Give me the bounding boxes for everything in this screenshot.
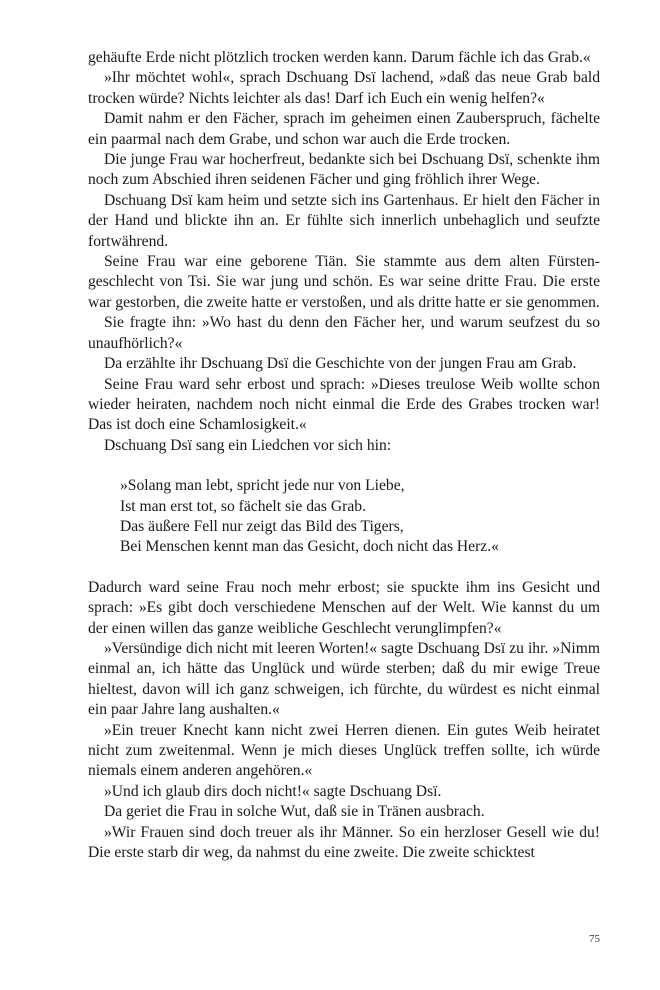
poem-verse	[120, 476, 600, 558]
paragraph: Dadurch ward seine Frau noch mehr erbost; sie spuckte ihm ins Gesicht und sprach: »Es gibt doch verschiedene Menschen auf der Welt. Wie kannst du um der einen willen das ganze weibliche Geschlecht verunglimpfen?«	[88, 578, 600, 637]
paragraph: Sie fragte ihn: »Wo hast du denn den Fächer her, und warum seufzest du so unaufhörlich?«	[88, 314, 600, 352]
paragraph: Da geriet die Frau in solche Wut, daß sie in Tränen ausbrach.	[104, 803, 485, 821]
verse-line: »Solang man lebt, spricht jede nur von Liebe,	[120, 477, 405, 495]
verse-line: Das äußere Fell nur zeigt das Bild des Tigers,	[120, 517, 404, 535]
verse-line: Bei Menschen kennt man das Gesicht, doch nicht das Herz.«	[120, 538, 499, 556]
paragraph: »Und ich glaub dirs doch nicht!« sagte Dschuang Dsï.	[104, 782, 442, 800]
paragraph: Seine Frau ward sehr erbost und sprach: »Dieses treulose Weib wollte schon wieder heiraten, nachdem noch nicht einmal die Erde des Grabes trocken war! Das ist doch eine Schamlosigkeit.«	[88, 375, 600, 434]
paragraph: Die junge Frau war hocherfreut, bedankte sich bei Dschuang Dsï, schenkte ihm noch zum Abschied ihren seidenen Fächer und ging fröhlich ihrer Wege.	[88, 151, 600, 189]
paragraph: Damit nahm er den Fächer, sprach im geheimen einen Zauberspruch, fächelte ein paarmal nach dem Grabe, und schon war auch die Erde trocken.	[88, 110, 600, 148]
page-number: 75	[589, 933, 600, 945]
page-body	[88, 48, 600, 863]
paragraph: Dschuang Dsï sang ein Liedchen vor sich hin:	[104, 436, 392, 454]
verse-line: Ist man erst tot, so fächelt sie das Grab.	[120, 497, 366, 515]
paragraph: »Wir Frauen sind doch treuer als ihr Männer. So ein herzloser Gesell wie du! Die erste starb dir weg, da nahmst du eine zweite. Die zweite schicktest	[88, 823, 600, 862]
paragraph: »Ein treuer Knecht kann nicht zwei Herren dienen. Ein gutes Weib heiratet nicht zum zweitenmal. Wenn je mich dieses Unglück treffen sollte, ich würde niemals einem anderen angehören.«	[88, 721, 600, 780]
paragraph: Seine Frau war eine geborene Tiän. Sie stammte aus dem alten Fürstengeschlecht von Tsi. Sie war jung und schön. Es war seine dritte Frau. Die erste war gestorben, die zweite hatte er verstoßen, und als dritte hatte er sie genommen.	[88, 253, 600, 311]
paragraph: Dschuang Dsï kam heim und setzte sich ins Gartenhaus. Er hielt den Fächer in der Hand und blickte ihn an. Er fühlte sich innerlich unbehaglich und seufzte fortwährend.	[88, 191, 600, 250]
paragraph: gehäufte Erde nicht plötzlich trocken werden kann. Darum fächle ich das Grab.«	[88, 49, 591, 66]
paragraph: »Versündige dich nicht mit leeren Worten!« sagte Dschuang Dsï zu ihr. »Nimm einmal an, ich hätte das Unglück und würde sterben; daß du mir ewige Treue hieltest, davon will ich ganz schweigen, ich fürchte, du würdest es nicht einmal ein paar Jahre lang aushalten.«	[88, 639, 600, 719]
paragraph: Da erzählte ihr Dschuang Dsï die Geschichte von der jungen Frau am Grab.	[104, 355, 577, 373]
paragraph: »Ihr möchtet wohl«, sprach Dschuang Dsï lachend, »daß das neue Grab bald trocken würde? Nichts leichter als das! Darf ich Euch ein wenig helfen?«	[88, 69, 600, 107]
